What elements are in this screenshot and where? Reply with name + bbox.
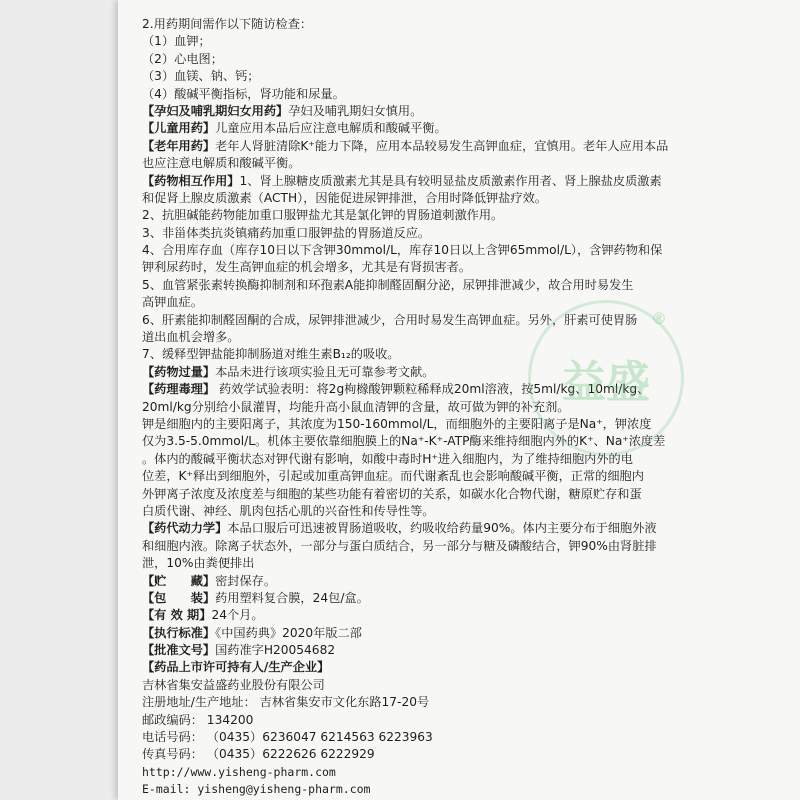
watermark-text: 益盛	[562, 357, 650, 408]
text-line-l45	[142, 781, 782, 798]
line-text: 2、抗胆碱能药物能加重口服钾盐尤其是氯化钾的胃肠道刺激作用。	[142, 208, 504, 223]
text-line-l15	[142, 259, 782, 276]
text-line-l03	[142, 51, 782, 68]
line-text: 4、合用库存血（库存10日以下含钾30mmol/L，库存10日以上含钾65mmol/L），含钾药物和保	[142, 243, 663, 258]
line-text: 孕妇及哺乳期妇女慎用。	[288, 103, 423, 118]
line-text: 《中国药典》2020年版二部	[215, 625, 362, 640]
text-line-l32	[142, 555, 782, 572]
text-line-l38	[142, 659, 782, 676]
line-text: 注册地址/生产地址： 吉林省集安市文化东路17-20号	[142, 695, 430, 710]
text-line-l36	[142, 625, 782, 642]
text-line-l22	[142, 381, 782, 398]
leaflet-sheet	[118, 0, 800, 800]
text-line-l17	[142, 294, 782, 311]
line-text: 道出血机会增多。	[142, 330, 240, 345]
text-line-l30	[142, 520, 782, 537]
line-text: 密封保存。	[215, 573, 277, 588]
text-line-l01	[142, 16, 782, 33]
section-tag: 【药代动力学】	[142, 521, 228, 536]
text-line-l42	[142, 729, 782, 746]
line-text: 传真号码： （0435）6222626 6222929	[142, 747, 375, 762]
text-line-l07	[142, 120, 782, 137]
text-line-l40	[142, 694, 782, 711]
text-line-l27	[142, 468, 782, 485]
text-line-l05	[142, 86, 782, 103]
section-tag: 【儿童用药】	[142, 121, 216, 136]
line-text: 高钾血症。	[142, 295, 203, 310]
line-text: 也应注意电解质和酸碱平衡。	[142, 156, 301, 171]
section-tag: 【执行标准】	[142, 625, 216, 640]
text-line-l19	[142, 329, 782, 346]
text-line-l33	[142, 573, 782, 590]
text-line-l39	[142, 677, 782, 694]
text-line-l21	[142, 364, 782, 381]
section-tag: 【药物过量】	[142, 364, 216, 379]
text-line-l16	[142, 277, 782, 294]
line-text: （4）酸碱平衡指标，肾功能和尿量。	[142, 86, 345, 101]
text-line-l26	[142, 451, 782, 468]
text-line-l18	[142, 312, 782, 329]
section-tag: 【有 效 期】	[142, 608, 212, 623]
section-tag: 【老年用药】	[142, 138, 216, 153]
line-text: 药效学试验表明：将2g枸橼酸钾颗粒稀释成20ml溶液，按5ml/kg、10ml/kg、	[215, 382, 650, 397]
text-line-l20	[142, 346, 782, 363]
leaflet-text	[142, 16, 782, 799]
text-line-l35	[142, 607, 782, 624]
text-line-l34	[142, 590, 782, 607]
line-text: 24个月。	[211, 608, 264, 623]
line-text: 本品口服后可迅速被胃肠道吸收，约吸收给药量90%。体内主要分布于细胞外液	[227, 521, 657, 536]
section-tag: 【贮 藏】	[142, 573, 216, 588]
text-line-l11	[142, 190, 782, 207]
line-text: 位差，K⁺释出到细胞外，引起或加重高钾血症。而代谢紊乱也会影响酸碱平衡，正常的细胞内	[142, 469, 644, 484]
line-text: 6、肝素能抑制醛固酮的合成，尿钾排泄减少，合用时易发生高钾血症。另外，肝素可使胃肠	[142, 312, 638, 327]
line-text: 本品未进行该项实验且无可靠参考文献。	[215, 364, 435, 379]
line-text: 5、血管紧张素转换酶抑制剂和环孢素A能抑制醛固酮分泌，尿钾排泄减少，故合用时易发生	[142, 277, 634, 292]
line-text: （3）血镁、钠、钙；	[142, 69, 260, 84]
line-text: 2.用药期间需作以下随访检查：	[142, 17, 313, 31]
text-line-l44	[142, 764, 782, 781]
line-text: 钾是细胞内的主要阳离子，其浓度为150-160mmol/L，而细胞外的主要阳离子是Na⁺，钾浓度	[142, 416, 652, 431]
line-text: 泄，10%由粪便排出	[142, 556, 255, 571]
line-text: 吉林省集安益盛药业股份有限公司	[142, 677, 325, 692]
line-text: 钾利尿药时，发生高钾血症的机会增多，尤其是有肾损害者。	[142, 260, 472, 275]
line-text: 和细胞内液。除离子状态外，一部分与蛋白质结合，另一部分与糖及磷酸结合，钾90%由肾脏排	[142, 538, 657, 553]
text-line-l14	[142, 242, 782, 259]
text-line-l06	[142, 103, 782, 120]
section-tag: 【孕妇及哺乳期妇女用药】	[142, 103, 289, 118]
registered-mark: ®	[651, 309, 667, 328]
section-tag: 【批准文号】	[142, 643, 216, 658]
line-text: 电话号码： （0435）6236047 6214563 6223963	[142, 730, 433, 745]
section-tag: 【药物相互作用】	[142, 173, 240, 188]
text-line-l37	[142, 642, 782, 659]
text-line-l23	[142, 399, 782, 416]
text-line-l24	[142, 416, 782, 433]
line-text: 20ml/kg分别给小鼠灌胃，均能升高小鼠血清钾的含量，故可做为钾的补充剂。	[142, 399, 570, 414]
line-text: 7、缓释型钾盐能抑制肠道对维生素B₁₂的吸收。	[142, 347, 400, 362]
line-text: 仅为3.5-5.0mmol/L。机体主要依靠细胞膜上的Na⁺-K⁺-ATP酶来维持细胞内外的K⁺、Na⁺浓度差	[142, 434, 666, 449]
text-line-l31	[142, 538, 782, 555]
section-tag: 【药理毒理】	[142, 382, 216, 397]
text-line-l25	[142, 433, 782, 450]
text-line-l43	[142, 746, 782, 763]
line-text: 邮政编码： 134200	[142, 712, 254, 727]
line-text: http://www.yisheng-pharm.com	[142, 764, 336, 779]
line-text: 老年人肾脏清除K⁺能力下降，应用本品较易发生高钾血症，宜慎用。老年人应用本品	[215, 138, 669, 153]
text-line-l09	[142, 155, 782, 172]
text-line-l41	[142, 712, 782, 729]
text-line-l29	[142, 503, 782, 520]
line-text: 白质代谢、神经、肌肉包括心肌的兴奋性和传导性等。	[142, 503, 435, 518]
line-text: 3、非甾体类抗炎镇痛药加重口服钾盐的胃肠道反应。	[142, 225, 431, 240]
line-text: 国药准字H20054682	[215, 643, 336, 658]
line-text: 和促肾上腺皮质激素（ACTH），因能促进尿钾排泄，合用时降低钾盐疗效。	[142, 190, 547, 205]
section-tag: 【包 装】	[142, 590, 216, 605]
text-line-l04	[142, 68, 782, 85]
line-text: 儿童应用本品后应注意电解质和酸碱平衡。	[215, 121, 447, 136]
line-text: （1）血钾；	[142, 34, 211, 49]
text-line-l12	[142, 207, 782, 224]
text-line-l28	[142, 486, 782, 503]
text-line-l02	[142, 33, 782, 50]
text-line-l10	[142, 173, 782, 190]
text-line-l08	[142, 138, 782, 155]
line-text: 药用塑料复合膜，24包/盒。	[215, 590, 369, 605]
line-text: 1、肾上腺糖皮质激素尤其是具有较明显盐皮质激素作用者、肾上腺盐皮质激素	[239, 173, 662, 188]
line-text: 。体内的酸碱平衡状态对钾代谢有影响，如酸中毒时H⁺进入细胞内，为了维持细胞内外的电	[142, 451, 633, 466]
line-text: （2）心电图；	[142, 51, 223, 66]
line-text: 外钾离子浓度及浓度差与细胞的某些功能有着密切的关系，如碳水化合物代谢，糖原贮存和蛋	[142, 486, 642, 501]
line-text: E-mail: yisheng@yisheng-pharm.com	[142, 782, 371, 797]
text-line-l13	[142, 225, 782, 242]
section-tag: 【药品上市许可持有人/生产企业】	[142, 660, 330, 675]
